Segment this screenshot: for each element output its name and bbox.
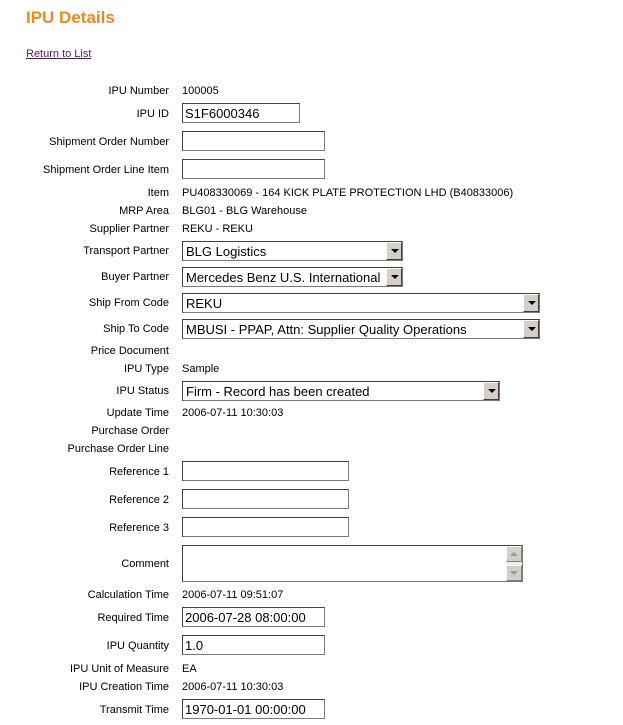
page-title: IPU Details	[26, 8, 115, 27]
return-to-list-link[interactable]: Return to List	[26, 48, 92, 60]
required-time-input[interactable]	[182, 607, 325, 627]
chevron-down-icon[interactable]	[523, 294, 539, 312]
reference-1-label: Reference 1	[109, 466, 169, 478]
transport-partner-select[interactable]	[182, 241, 403, 261]
reference-3-label: Reference 3	[109, 522, 169, 534]
ipu-id-input[interactable]	[182, 103, 300, 123]
mrp-area-value: BLG01 - BLG Warehouse	[182, 205, 307, 217]
chevron-down-icon[interactable]	[483, 382, 499, 400]
supplier-partner-label: Supplier Partner	[89, 223, 169, 235]
ship-from-code-label: Ship From Code	[88, 297, 169, 309]
ipu-quantity-label: IPU Quantity	[106, 640, 169, 652]
ipu-type-value: Sample	[182, 363, 220, 375]
ship-to-code-selected: MBUSI - PPAP, Attn: Supplier Quality Operations	[186, 322, 467, 337]
required-time-label: Required Time	[97, 612, 169, 624]
reference-2-label: Reference 2	[109, 494, 169, 506]
reference-3-input[interactable]	[182, 517, 349, 537]
buyer-partner-label: Buyer Partner	[101, 271, 169, 283]
item-value: PU408330069 - 164 KICK PLATE PROTECTION LHD (B40833006)	[182, 187, 514, 199]
ipu-status-selected: Firm - Record has been created	[186, 384, 370, 399]
ipu-status-select[interactable]	[182, 381, 500, 401]
price-document-label: Price Document	[90, 345, 169, 357]
ship-from-code-select[interactable]	[182, 293, 540, 313]
ipu-number-value: 100005	[182, 85, 219, 97]
update-time-label: Update Time	[106, 407, 169, 419]
ipu-creation-time-label: IPU Creation Time	[79, 681, 169, 693]
ship-to-code-select[interactable]	[182, 319, 540, 339]
ipu-creation-time-value: 2006-07-11 10:30:03	[182, 681, 284, 693]
reference-1-input[interactable]	[182, 461, 349, 481]
transmit-time-label: Transmit Time	[99, 704, 169, 716]
buyer-partner-select[interactable]	[182, 267, 403, 287]
ipu-unit-of-measure-value: EA	[182, 663, 197, 675]
ship-from-code-selected: REKU	[186, 296, 223, 311]
ship-to-code-label: Ship To Code	[103, 323, 169, 335]
ipu-quantity-input[interactable]	[182, 635, 325, 655]
ipu-id-label: IPU ID	[136, 108, 169, 120]
comment-label: Comment	[121, 558, 169, 570]
ipu-unit-of-measure-label: IPU Unit of Measure	[69, 663, 169, 675]
supplier-partner-value: REKU - REKU	[182, 223, 253, 235]
transport-partner-label: Transport Partner	[83, 245, 169, 257]
shipment-order-number-input[interactable]	[182, 131, 325, 151]
purchase-order-label: Purchase Order	[91, 425, 169, 437]
calculation-time-label: Calculation Time	[87, 589, 169, 601]
scroll-up-icon[interactable]	[506, 546, 522, 562]
comment-textarea[interactable]	[182, 545, 523, 582]
shipment-order-line-item-input[interactable]	[182, 159, 325, 179]
ipu-status-label: IPU Status	[116, 385, 169, 397]
calculation-time-value: 2006-07-11 09:51:07	[182, 589, 284, 601]
reference-2-input[interactable]	[182, 489, 349, 509]
mrp-area-label: MRP Area	[119, 205, 169, 217]
shipment-order-line-item-label: Shipment Order Line Item	[43, 164, 169, 176]
shipment-order-number-label: Shipment Order Number	[49, 136, 169, 148]
transport-partner-selected: BLG Logistics	[186, 244, 267, 259]
chevron-down-icon[interactable]	[386, 268, 402, 286]
chevron-down-icon[interactable]	[386, 242, 402, 260]
purchase-order-line-label: Purchase Order Line	[67, 443, 169, 455]
item-label: Item	[147, 187, 169, 199]
ipu-number-label: IPU Number	[108, 85, 169, 97]
chevron-down-icon[interactable]	[523, 320, 539, 338]
buyer-partner-selected: Mercedes Benz U.S. International	[186, 270, 381, 285]
ipu-type-label: IPU Type	[123, 363, 169, 375]
transmit-time-input[interactable]	[182, 699, 325, 719]
update-time-value: 2006-07-11 10:30:03	[182, 407, 284, 419]
scroll-down-icon[interactable]	[506, 565, 522, 581]
comment-scrollbar[interactable]	[506, 546, 522, 581]
